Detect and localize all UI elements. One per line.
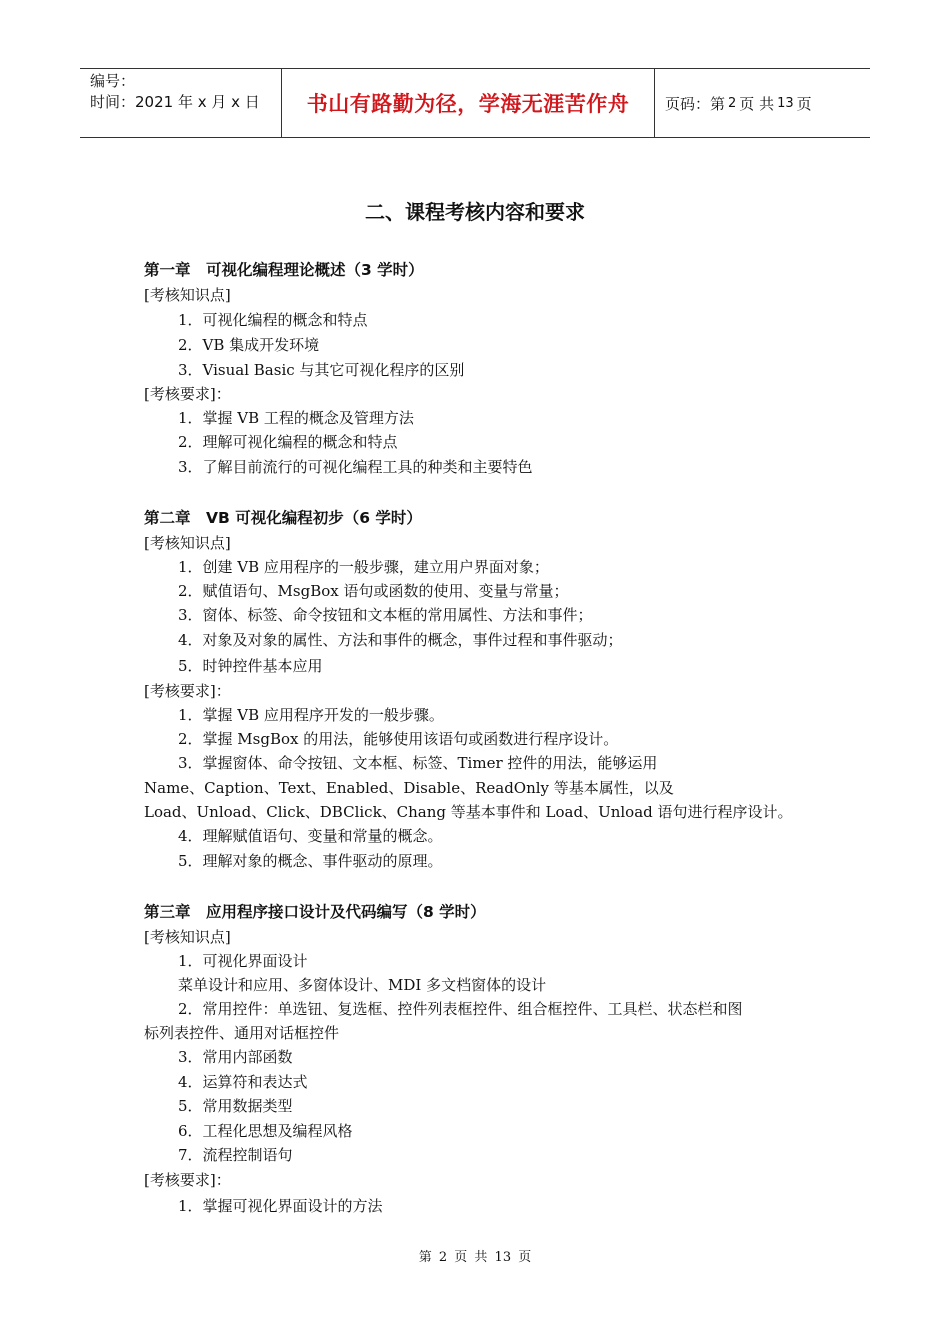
document-number-label: 编号：	[90, 72, 136, 90]
paragraph-line: 标列表控件、通用对话框控件	[144, 1024, 340, 1042]
list-item: 1．创建 VB 应用程序的一般步骤，建立用户界面对象；	[178, 558, 549, 576]
header-slogan-cell	[281, 69, 655, 137]
chapter-heading: 第三章 应用程序接口设计及代码编写（8 学时）	[144, 903, 486, 921]
subheading: [考核要求]：	[144, 1171, 231, 1189]
page-prefix: 页码：第	[665, 94, 726, 113]
list-item: 5．理解对象的概念、事件驱动的原理。	[178, 852, 443, 870]
header-page-cell	[655, 69, 870, 137]
list-item: 3．了解目前流行的可视化编程工具的种类和主要特色	[178, 458, 533, 476]
list-item: 2．掌握 MsgBox 的用法，能够使用该语句或函数进行程序设计。	[178, 730, 619, 748]
page-current: 2	[728, 95, 737, 111]
subheading: [考核知识点]	[144, 534, 231, 552]
list-item: 1．可视化界面设计	[178, 952, 308, 970]
page-header	[80, 68, 870, 138]
section-title: 二、课程考核内容和要求	[365, 200, 585, 224]
list-item: 4．理解赋值语句、变量和常量的概念。	[178, 827, 443, 845]
chapter-heading: 第一章 可视化编程理论概述（3 学时）	[144, 261, 424, 279]
list-item: 3．窗体、标签、命令按钮和文本框的常用属性、方法和事件；	[178, 606, 593, 624]
list-item: 3．常用内部函数	[178, 1048, 293, 1066]
list-item: 2．赋值语句、MsgBox 语句或函数的使用、变量与常量；	[178, 582, 569, 600]
list-item: 2．常用控件：单选钮、复选框、控件列表框控件、组合框控件、工具栏、状态栏和图	[178, 1000, 743, 1018]
paragraph-line: 菜单设计和应用、多窗体设计、MDI 多文档窗体的设计	[178, 976, 547, 994]
list-item: 2．VB 集成开发环境	[178, 336, 320, 354]
list-item: 5．常用数据类型	[178, 1097, 293, 1115]
page-footer: 第 2 页 共 13 页	[418, 1250, 532, 1265]
subheading: [考核知识点]	[144, 286, 231, 304]
list-item: 2．理解可视化编程的概念和特点	[178, 433, 398, 451]
page-total: 13	[777, 95, 794, 111]
chapter-heading: 第二章 VB 可视化编程初步（6 学时）	[144, 509, 422, 527]
page-mid: 页 共	[739, 94, 775, 113]
subheading: [考核要求]：	[144, 682, 231, 700]
list-item: 6．工程化思想及编程风格	[178, 1122, 353, 1140]
list-item: 7．流程控制语句	[178, 1146, 293, 1164]
document-date: 时间：2021 年 x 月 x 日	[90, 93, 260, 111]
list-item: 1．可视化编程的概念和特点	[178, 311, 368, 329]
list-item: 3．掌握窗体、命令按钮、文本框、标签、Timer 控件的用法，能够运用	[178, 754, 658, 772]
list-item: 1．掌握可视化界面设计的方法	[178, 1197, 383, 1215]
list-item: 1．掌握 VB 工程的概念及管理方法	[178, 409, 414, 427]
paragraph-line: Name、Caption、Text、Enabled、Disable、ReadOnly 等基本属性，以及	[144, 779, 674, 797]
header-slogan: 书山有路勤为径，学海无涯苦作舟	[306, 91, 630, 116]
page-suffix: 页	[796, 94, 812, 113]
list-item: 3．Visual Basic 与其它可视化程序的区别	[178, 361, 465, 379]
paragraph-line: Load、Unload、Click、DBClick、Chang 等基本事件和 Load、Unload 语句进行程序设计。	[144, 803, 793, 821]
subheading: [考核要求]：	[144, 385, 231, 403]
list-item: 1．掌握 VB 应用程序开发的一般步骤。	[178, 706, 444, 724]
list-item: 5．时钟控件基本应用	[178, 657, 323, 675]
subheading: [考核知识点]	[144, 928, 231, 946]
list-item: 4．运算符和表达式	[178, 1073, 308, 1091]
list-item: 4．对象及对象的属性、方法和事件的概念，事件过程和事件驱动；	[178, 631, 623, 649]
header-meta-cell	[80, 69, 281, 137]
